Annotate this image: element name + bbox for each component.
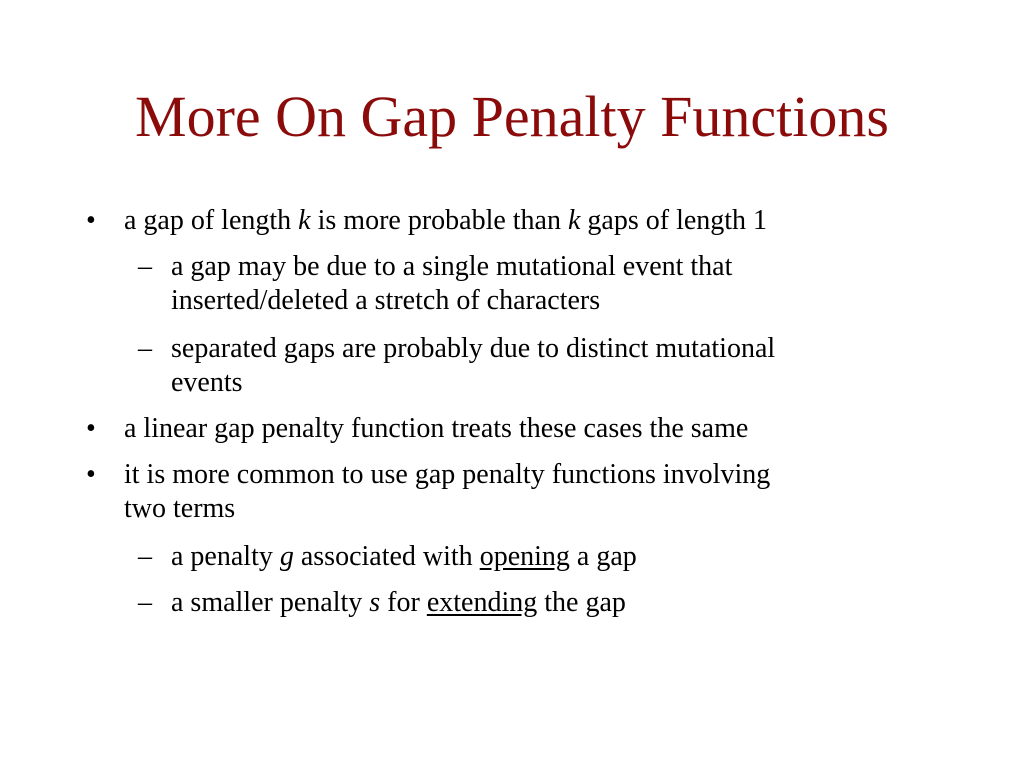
bullet-marker: • [86, 459, 96, 490]
sub-1-2-line-2: events [171, 367, 243, 398]
bullet-marker: • [86, 413, 96, 444]
slide-title: More On Gap Penalty Functions [135, 84, 889, 149]
dash-marker: – [138, 587, 152, 618]
bullet-marker: • [86, 205, 96, 236]
extending-underlined: extending [426, 587, 538, 618]
dash-marker: – [138, 251, 152, 282]
sub-1-1-line-1: a gap may be due to a single mutational event that [171, 251, 733, 282]
dash-marker: – [138, 333, 152, 364]
dash-marker: – [138, 541, 152, 572]
bullet-2-text: a linear gap penalty function treats these cases the same [124, 413, 749, 444]
opening-underlined: opening [479, 541, 570, 572]
bullet-1-text: a gap of length k is more probable than k gaps of length 1 [124, 205, 768, 236]
sub-3-2-text: a smaller penalty s for extending the gap [171, 587, 626, 618]
bullet-3-line-2: two terms [124, 493, 236, 524]
sub-1-2-line-1: separated gaps are probably due to distinct mutational [171, 333, 776, 364]
bullet-3-line-1: it is more common to use gap penalty functions involving [124, 459, 771, 490]
sub-3-1-text: a penalty g associated with opening a gap [171, 541, 637, 572]
sub-1-1-line-2: inserted/deleted a stretch of characters [171, 285, 601, 316]
